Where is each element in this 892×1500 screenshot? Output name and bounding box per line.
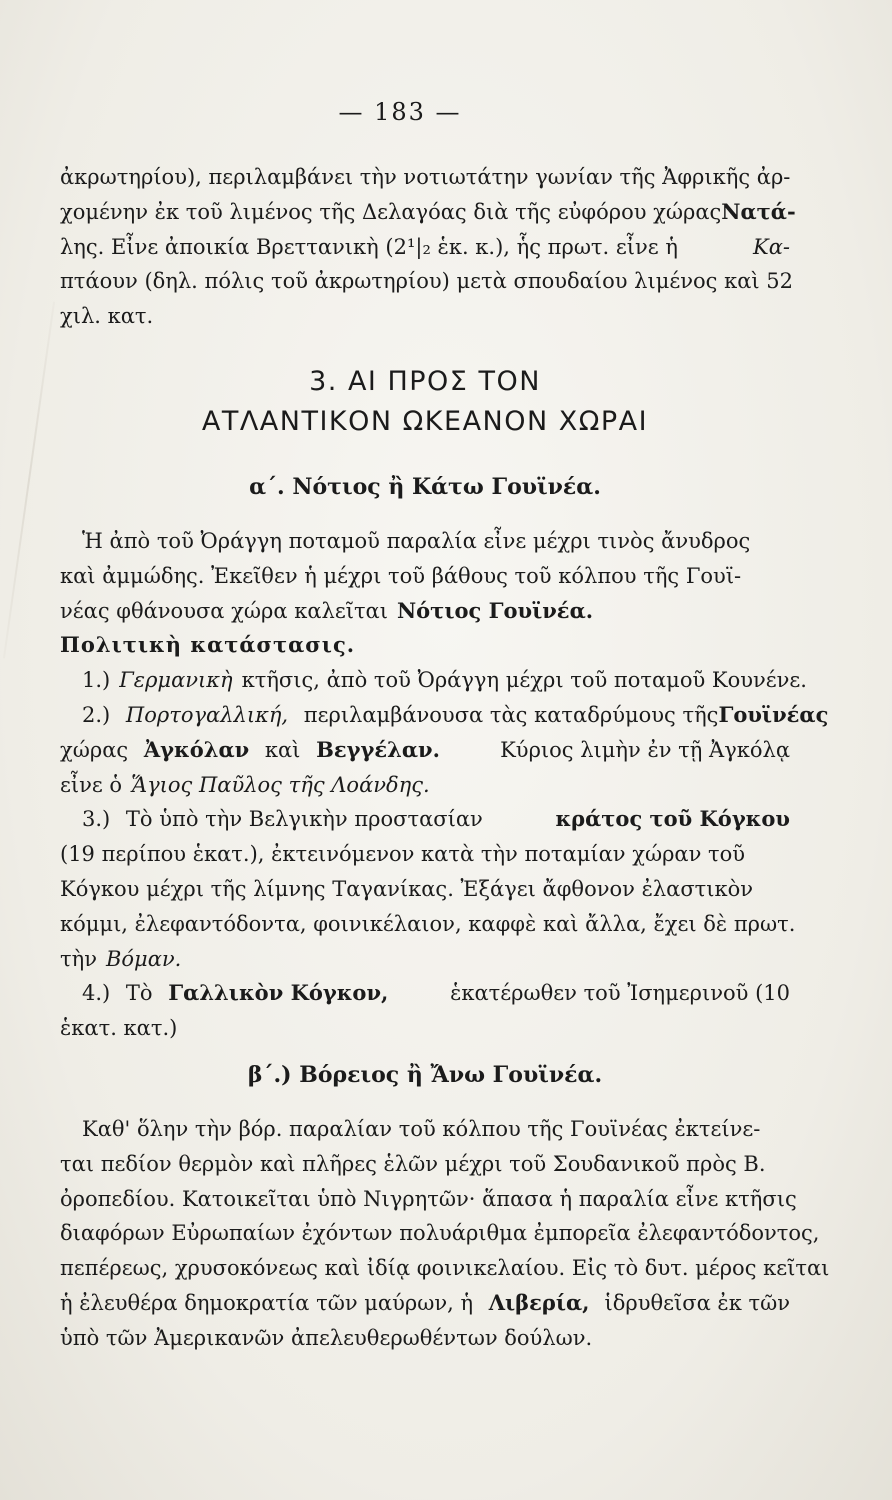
bold-term: Ἀγκόλαν (143, 736, 250, 762)
subsection-a-heading (60, 474, 790, 500)
italic-term: Κα- (753, 234, 790, 259)
text-line (60, 942, 790, 977)
text-line: ἑκατ. κατ.) (60, 1016, 178, 1041)
text-line: καὶ ἀμμώδης. Ἐκεῖθεν ἡ μέχρι τοῦ βάθους τοῦ κόλπου τῆς Γουϊ- (60, 563, 742, 588)
list-item-4 (60, 976, 790, 1011)
text-line: πτάουν (δηλ. πόλις τοῦ ἀκρωτηρίου) μετὰ σπουδαίου λιμένος καὶ 52 (60, 269, 794, 294)
italic-term: Πορτογαλλική, (125, 702, 289, 727)
item-number: 1.) (82, 668, 111, 693)
text-line (60, 733, 790, 768)
paper-crease (3, 302, 55, 659)
italic-term: Γερμανικὴ (119, 668, 233, 693)
text-line (60, 594, 790, 629)
section-title-part: ΑΙ ΠΡΟΣ ΤΟΝ (347, 366, 541, 397)
text-span: εἶνε ὁ (60, 772, 123, 797)
bold-term: Γουϊνέας (718, 701, 829, 727)
text-line: κόμμι, ἐλεφαντόδοντα, φοινικέλαιον, καφφὲ καὶ ἄλλα, ἔχει δὲ πρωτ. (60, 911, 796, 936)
text-line: ὀροπεδίου. Κατοικεῖται ὑπὸ Νιγρητῶν· ἅπασα ἡ παραλία εἶνε κτῆσις (60, 1186, 797, 1211)
text-line: διαφόρων Εὐρωπαίων ἐχόντων πολυάριθμα ἐμπορεῖα ἐλεφαντόδοντος, (60, 1221, 820, 1246)
bold-term: Νότιος Γουϊνέα. (396, 597, 594, 623)
item-number: 2.) (82, 702, 111, 727)
bold-term: Νατά- (721, 198, 796, 224)
list-item-2 (60, 698, 829, 733)
text-span: περιλαμβάνουσα τὰς καταδρύμους τῆς (303, 702, 719, 727)
text-span: χομένην ἐκ τοῦ λιμένος τῆς Δελαγόας διὰ τῆς εὐφόρου χώρας (60, 199, 722, 224)
subsection-title: Νότιος ἢ Κάτω Γουϊνέα. (292, 474, 601, 500)
text-line (60, 768, 790, 803)
page-number: — 183 — (338, 98, 462, 126)
text-span: ἡ ἐλευθέρα δημοκρατία τῶν μαύρων, ἡ (60, 1290, 474, 1315)
text-span: ἑκατέρωθεν τοῦ Ἰσημερινοῦ (10 (450, 981, 790, 1006)
text-line: χιλ. κατ. (60, 304, 154, 329)
item-number: 3.) (82, 807, 111, 832)
paragraph-a (60, 524, 829, 1046)
section-heading-line2: ΑΤΛΑΝΤΙΚΟΝ ΩΚΕΑΝΟΝ ΧΩΡΑΙ (201, 406, 649, 437)
text-span: νέας φθάνουσα χώρα καλεῖται (60, 598, 388, 623)
item-number: 4.) (82, 981, 111, 1006)
text-line: ὑπὸ τῶν Ἀμερικανῶν ἀπελευθερωθέντων δούλων. (60, 1325, 593, 1350)
text-span: Τὸ ὑπὸ τὴν Βελγικὴν προστασίαν (125, 807, 483, 832)
italic-term: Ἅγιος Παῦλος τῆς Λοάνδης. (131, 772, 430, 797)
bold-term: Λιβερία, (488, 1289, 590, 1315)
section-heading-line1 (60, 362, 790, 402)
text-span: τὴν (60, 946, 97, 971)
section-number: 3. (309, 366, 338, 397)
bold-term: Γαλλικὸν Κόγκον, (168, 980, 389, 1006)
subsection-title: Βόρειος ἢ Ἄνω Γουϊνέα. (299, 1062, 603, 1088)
intro-paragraph (60, 160, 796, 334)
text-span: ἱδρυθεῖσα ἐκ τῶν (604, 1290, 790, 1315)
text-line (60, 230, 790, 265)
text-line: Κόγκου μέχρι τῆς λίμνης Ταγανίκας. Ἐξάγει ἄφθονον ἐλαστικὸν (60, 876, 754, 901)
text-span: κτῆσις, ἀπὸ τοῦ Ὀράγγη μέχρι τοῦ ποταμοῦ Κουνένε. (241, 668, 807, 693)
text-line: Καθ' ὅλην τὴν βόρ. παραλίαν τοῦ κόλπου τῆς Γουϊνέας ἐκτείνε- (82, 1117, 761, 1141)
paragraph-b (60, 1112, 830, 1356)
text-line: ἀκρωτηρίου), περιλαμβάνει τὴν νοτιωτάτην γωνίαν τῆς Ἀφρικῆς ἀρ- (60, 165, 791, 189)
text-span: χώρας (60, 737, 129, 762)
text-span: λης. Εἶνε ἀποικία Βρεττανικὴ (2¹|₂ ἑκ. κ.), ἧς πρωτ. εἶνε ἡ (60, 234, 678, 259)
list-item-3 (60, 802, 790, 837)
text-span: Κύριος λιμὴν ἐν τῇ Ἀγκόλᾳ (500, 737, 790, 762)
political-status-heading: Πολιτικὴ κατάστασις. (60, 632, 356, 658)
bold-term: κράτος τοῦ Κόγκου (555, 806, 790, 832)
text-line: ται πεδίον θερμὸν καὶ πλῆρες ἑλῶν μέχρι τοῦ Σουδανικοῦ πρὸς Β. (60, 1151, 766, 1176)
italic-term: Βόμαν. (105, 946, 182, 971)
text-line (60, 195, 796, 230)
section-heading (60, 362, 790, 442)
subsection-b-heading (60, 1062, 790, 1088)
text-line (60, 1286, 790, 1321)
text-line: πεπέρεως, χρυσοκόνεως καὶ ἰδίᾳ φοινικελαίου. Εἰς τὸ δυτ. μέρος κεῖται (60, 1256, 830, 1281)
subsection-label: α΄. (249, 474, 285, 500)
bold-term: Βεγγέλαν. (316, 736, 440, 762)
text-span: Τὸ (125, 981, 153, 1006)
text-line: Ἡ ἀπὸ τοῦ Ὀράγγη ποταμοῦ παραλία εἶνε μέχρι τινὸς ἄνυδρος (82, 529, 751, 553)
text-span: καὶ (264, 737, 301, 762)
subsection-label: β΄.) (247, 1062, 292, 1088)
list-item-1 (60, 663, 807, 698)
text-line: (19 περίπου ἑκατ.), ἐκτεινόμενον κατὰ τὴν ποταμίαν χώραν τοῦ (60, 842, 746, 867)
